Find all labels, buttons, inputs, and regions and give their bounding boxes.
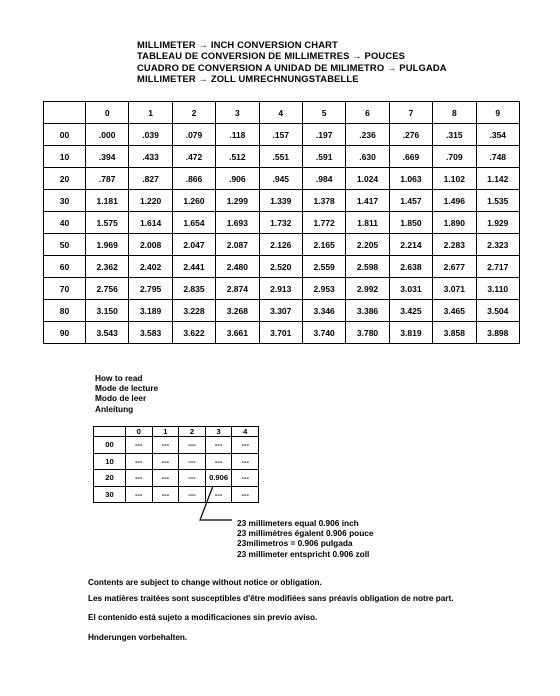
table-cell: 2.214: [389, 234, 432, 256]
example-column-header: 1: [152, 427, 179, 437]
table-cell: 1.378: [302, 190, 345, 212]
table-cell: .236: [346, 124, 389, 146]
table-cell: 1.535: [476, 190, 519, 212]
table-cell: 1.339: [259, 190, 302, 212]
table-cell: 2.126: [259, 234, 302, 256]
table-cell: .157: [259, 124, 302, 146]
title-spanish: CUADRO DE CONVERSION A UNIDAD DE MILIMETRO → PULGADA: [137, 61, 447, 73]
table-cell: 1.260: [172, 190, 215, 212]
table-cell: .827: [129, 168, 172, 190]
table-cell: .512: [216, 146, 259, 168]
table-cell: 2.717: [476, 256, 519, 278]
explanation-french: 23 millimètres égalent 0.906 pouce: [237, 528, 374, 539]
example-cell: ---: [232, 470, 259, 487]
table-cell: 2.402: [129, 256, 172, 278]
table-cell: 2.756: [86, 278, 129, 300]
table-cell: .669: [389, 146, 432, 168]
column-header: 8: [433, 102, 476, 124]
table-cell: 2.992: [346, 278, 389, 300]
table-cell: 1.850: [389, 212, 432, 234]
example-cell: ---: [232, 437, 259, 454]
example-column-header: 2: [179, 427, 206, 437]
table-cell: 2.913: [259, 278, 302, 300]
table-row-label: 30: [44, 190, 86, 212]
explanation-spanish: 23milimetros = 0.906 pulgada: [237, 538, 353, 549]
table-cell: .591: [302, 146, 345, 168]
table-cell: .000: [86, 124, 129, 146]
example-cell: ---: [152, 486, 179, 503]
table-row-label: 40: [44, 212, 86, 234]
table-cell: 3.898: [476, 322, 519, 344]
table-cell: 1.024: [346, 168, 389, 190]
table-cell: .118: [216, 124, 259, 146]
title-french: TABLEAU DE CONVERSION DE MILLIMETRES → POUCES: [137, 50, 406, 62]
example-column-header: 3: [205, 427, 232, 437]
table-cell: 3.583: [129, 322, 172, 344]
table-cell: .315: [433, 124, 476, 146]
table-cell: 3.819: [389, 322, 432, 344]
table-row-label: 20: [44, 168, 86, 190]
table-cell: 1.732: [259, 212, 302, 234]
example-cell: ---: [179, 453, 206, 470]
example-cell: ---: [152, 453, 179, 470]
table-cell: 1.496: [433, 190, 476, 212]
column-header: 9: [476, 102, 519, 124]
table-cell: 1.417: [346, 190, 389, 212]
howto-label-german: Anleitung: [95, 403, 134, 414]
table-cell: 2.835: [172, 278, 215, 300]
table-cell: 3.110: [476, 278, 519, 300]
table-cell: .748: [476, 146, 519, 168]
table-cell: 2.638: [389, 256, 432, 278]
table-cell: 3.071: [433, 278, 476, 300]
table-cell: 2.165: [302, 234, 345, 256]
table-row-label: 00: [44, 124, 86, 146]
table-cell: .472: [172, 146, 215, 168]
table-cell: 1.457: [389, 190, 432, 212]
table-cell: .039: [129, 124, 172, 146]
column-header: 2: [172, 102, 215, 124]
example-cell: ---: [205, 453, 232, 470]
table-cell: .787: [86, 168, 129, 190]
table-cell: 3.504: [476, 300, 519, 322]
howto-label-french: Mode de lecture: [95, 383, 159, 394]
example-cell: ---: [126, 437, 153, 454]
table-cell: 1.102: [433, 168, 476, 190]
table-cell: 1.969: [86, 234, 129, 256]
explanation-german: 23 millimeter entspricht 0.906 zoll: [237, 548, 370, 559]
column-header: 1: [129, 102, 172, 124]
table-cell: 1.142: [476, 168, 519, 190]
table-cell: 2.598: [346, 256, 389, 278]
example-cell: ---: [126, 453, 153, 470]
table-cell: 1.220: [129, 190, 172, 212]
table-cell: 2.795: [129, 278, 172, 300]
example-column-header: 4: [232, 427, 259, 437]
title-german: MILLIMETER → ZOLL UMRECHNUNGSTABELLE: [137, 72, 359, 84]
table-cell: 2.520: [259, 256, 302, 278]
table-cell: 2.008: [129, 234, 172, 256]
table-cell: .906: [216, 168, 259, 190]
notice-german: Hnderungen vorbehalten.: [88, 633, 188, 643]
example-cell: ---: [232, 453, 259, 470]
title-english: MILLIMETER → INCH CONVERSION CHART: [137, 39, 338, 50]
table-cell: 1.772: [302, 212, 345, 234]
table-cell: 2.205: [346, 234, 389, 256]
table-cell: 3.307: [259, 300, 302, 322]
table-cell: 3.150: [86, 300, 129, 322]
table-cell: 3.780: [346, 322, 389, 344]
table-cell: 2.283: [433, 234, 476, 256]
table-cell: .945: [259, 168, 302, 190]
table-cell: .433: [129, 146, 172, 168]
table-cell: 2.441: [172, 256, 215, 278]
example-cell: ---: [205, 437, 232, 454]
example-cell: ---: [179, 470, 206, 487]
table-row-label: 90: [44, 322, 86, 344]
table-cell: .630: [346, 146, 389, 168]
table-cell: 3.661: [216, 322, 259, 344]
table-cell: 2.874: [216, 278, 259, 300]
column-header: 5: [302, 102, 345, 124]
table-cell: 1.929: [476, 212, 519, 234]
table-cell: 1.614: [129, 212, 172, 234]
table-cell: 1.063: [389, 168, 432, 190]
example-row-label: 10: [94, 453, 126, 470]
table-row-label: 50: [44, 234, 86, 256]
table-cell: 1.575: [86, 212, 129, 234]
column-header: 4: [259, 102, 302, 124]
table-cell: 2.323: [476, 234, 519, 256]
table-cell: .394: [86, 146, 129, 168]
table-cell: .197: [302, 124, 345, 146]
table-cell: .551: [259, 146, 302, 168]
example-cell: ---: [126, 486, 153, 503]
example-cell: ---: [152, 437, 179, 454]
howto-label-english: How to read: [95, 373, 143, 383]
example-explanation: [237, 518, 374, 559]
table-cell: .276: [389, 124, 432, 146]
table-row-label: 10: [44, 146, 86, 168]
table-cell: 3.346: [302, 300, 345, 322]
table-row-label: 80: [44, 300, 86, 322]
notice-english: Contents are subject to change without notice or obligation.: [88, 578, 322, 587]
table-cell: 3.031: [389, 278, 432, 300]
table-cell: 2.362: [86, 256, 129, 278]
explanation-english: 23 millimeters equal 0.906 inch: [237, 518, 359, 528]
notice-spanish: El contenido está sujeto a modificaciones sin previo aviso.: [88, 612, 318, 622]
table-cell: 3.858: [433, 322, 476, 344]
table-cell: 1.811: [346, 212, 389, 234]
table-row-label: 60: [44, 256, 86, 278]
example-column-header: 0: [126, 427, 153, 437]
example-cell: ---: [152, 470, 179, 487]
table-cell: 2.559: [302, 256, 345, 278]
column-header: 6: [346, 102, 389, 124]
example-row-label: 30: [94, 486, 126, 503]
notice-french: Les matières traitées sont susceptibles d'être modifiées sans préavis obligation de notre part.: [88, 594, 454, 604]
table-cell: 1.890: [433, 212, 476, 234]
table-cell: 1.693: [216, 212, 259, 234]
column-header: 3: [216, 102, 259, 124]
table-cell: 3.622: [172, 322, 215, 344]
table-cell: 1.181: [86, 190, 129, 212]
table-cell: 3.228: [172, 300, 215, 322]
example-cell: ---: [179, 437, 206, 454]
table-cell: .079: [172, 124, 215, 146]
table-cell: 3.268: [216, 300, 259, 322]
table-cell: 2.047: [172, 234, 215, 256]
disclaimer-notes: [88, 578, 528, 644]
howto-label-spanish: Modo de leer: [95, 393, 147, 404]
table-cell: 3.740: [302, 322, 345, 344]
table-cell: .984: [302, 168, 345, 190]
table-cell: 3.425: [389, 300, 432, 322]
table-row-label: 70: [44, 278, 86, 300]
example-row-label: 00: [94, 437, 126, 454]
column-header: 0: [86, 102, 129, 124]
example-cell: 0.906: [205, 470, 232, 487]
table-cell: 1.299: [216, 190, 259, 212]
table-cell: 3.386: [346, 300, 389, 322]
example-cell: ---: [232, 486, 259, 503]
table-cell: 3.701: [259, 322, 302, 344]
example-cell: ---: [179, 486, 206, 503]
table-cell: 2.480: [216, 256, 259, 278]
table-cell: 1.654: [172, 212, 215, 234]
table-cell: 3.543: [86, 322, 129, 344]
table-cell: 2.953: [302, 278, 345, 300]
table-cell: 3.465: [433, 300, 476, 322]
example-row-label: 20: [94, 470, 126, 487]
table-cell: 2.677: [433, 256, 476, 278]
example-cell: ---: [126, 470, 153, 487]
column-header: 7: [389, 102, 432, 124]
table-cell: .866: [172, 168, 215, 190]
example-cell: ---: [205, 486, 232, 503]
table-cell: .709: [433, 146, 476, 168]
table-cell: .354: [476, 124, 519, 146]
table-cell: 3.189: [129, 300, 172, 322]
table-cell: 2.087: [216, 234, 259, 256]
